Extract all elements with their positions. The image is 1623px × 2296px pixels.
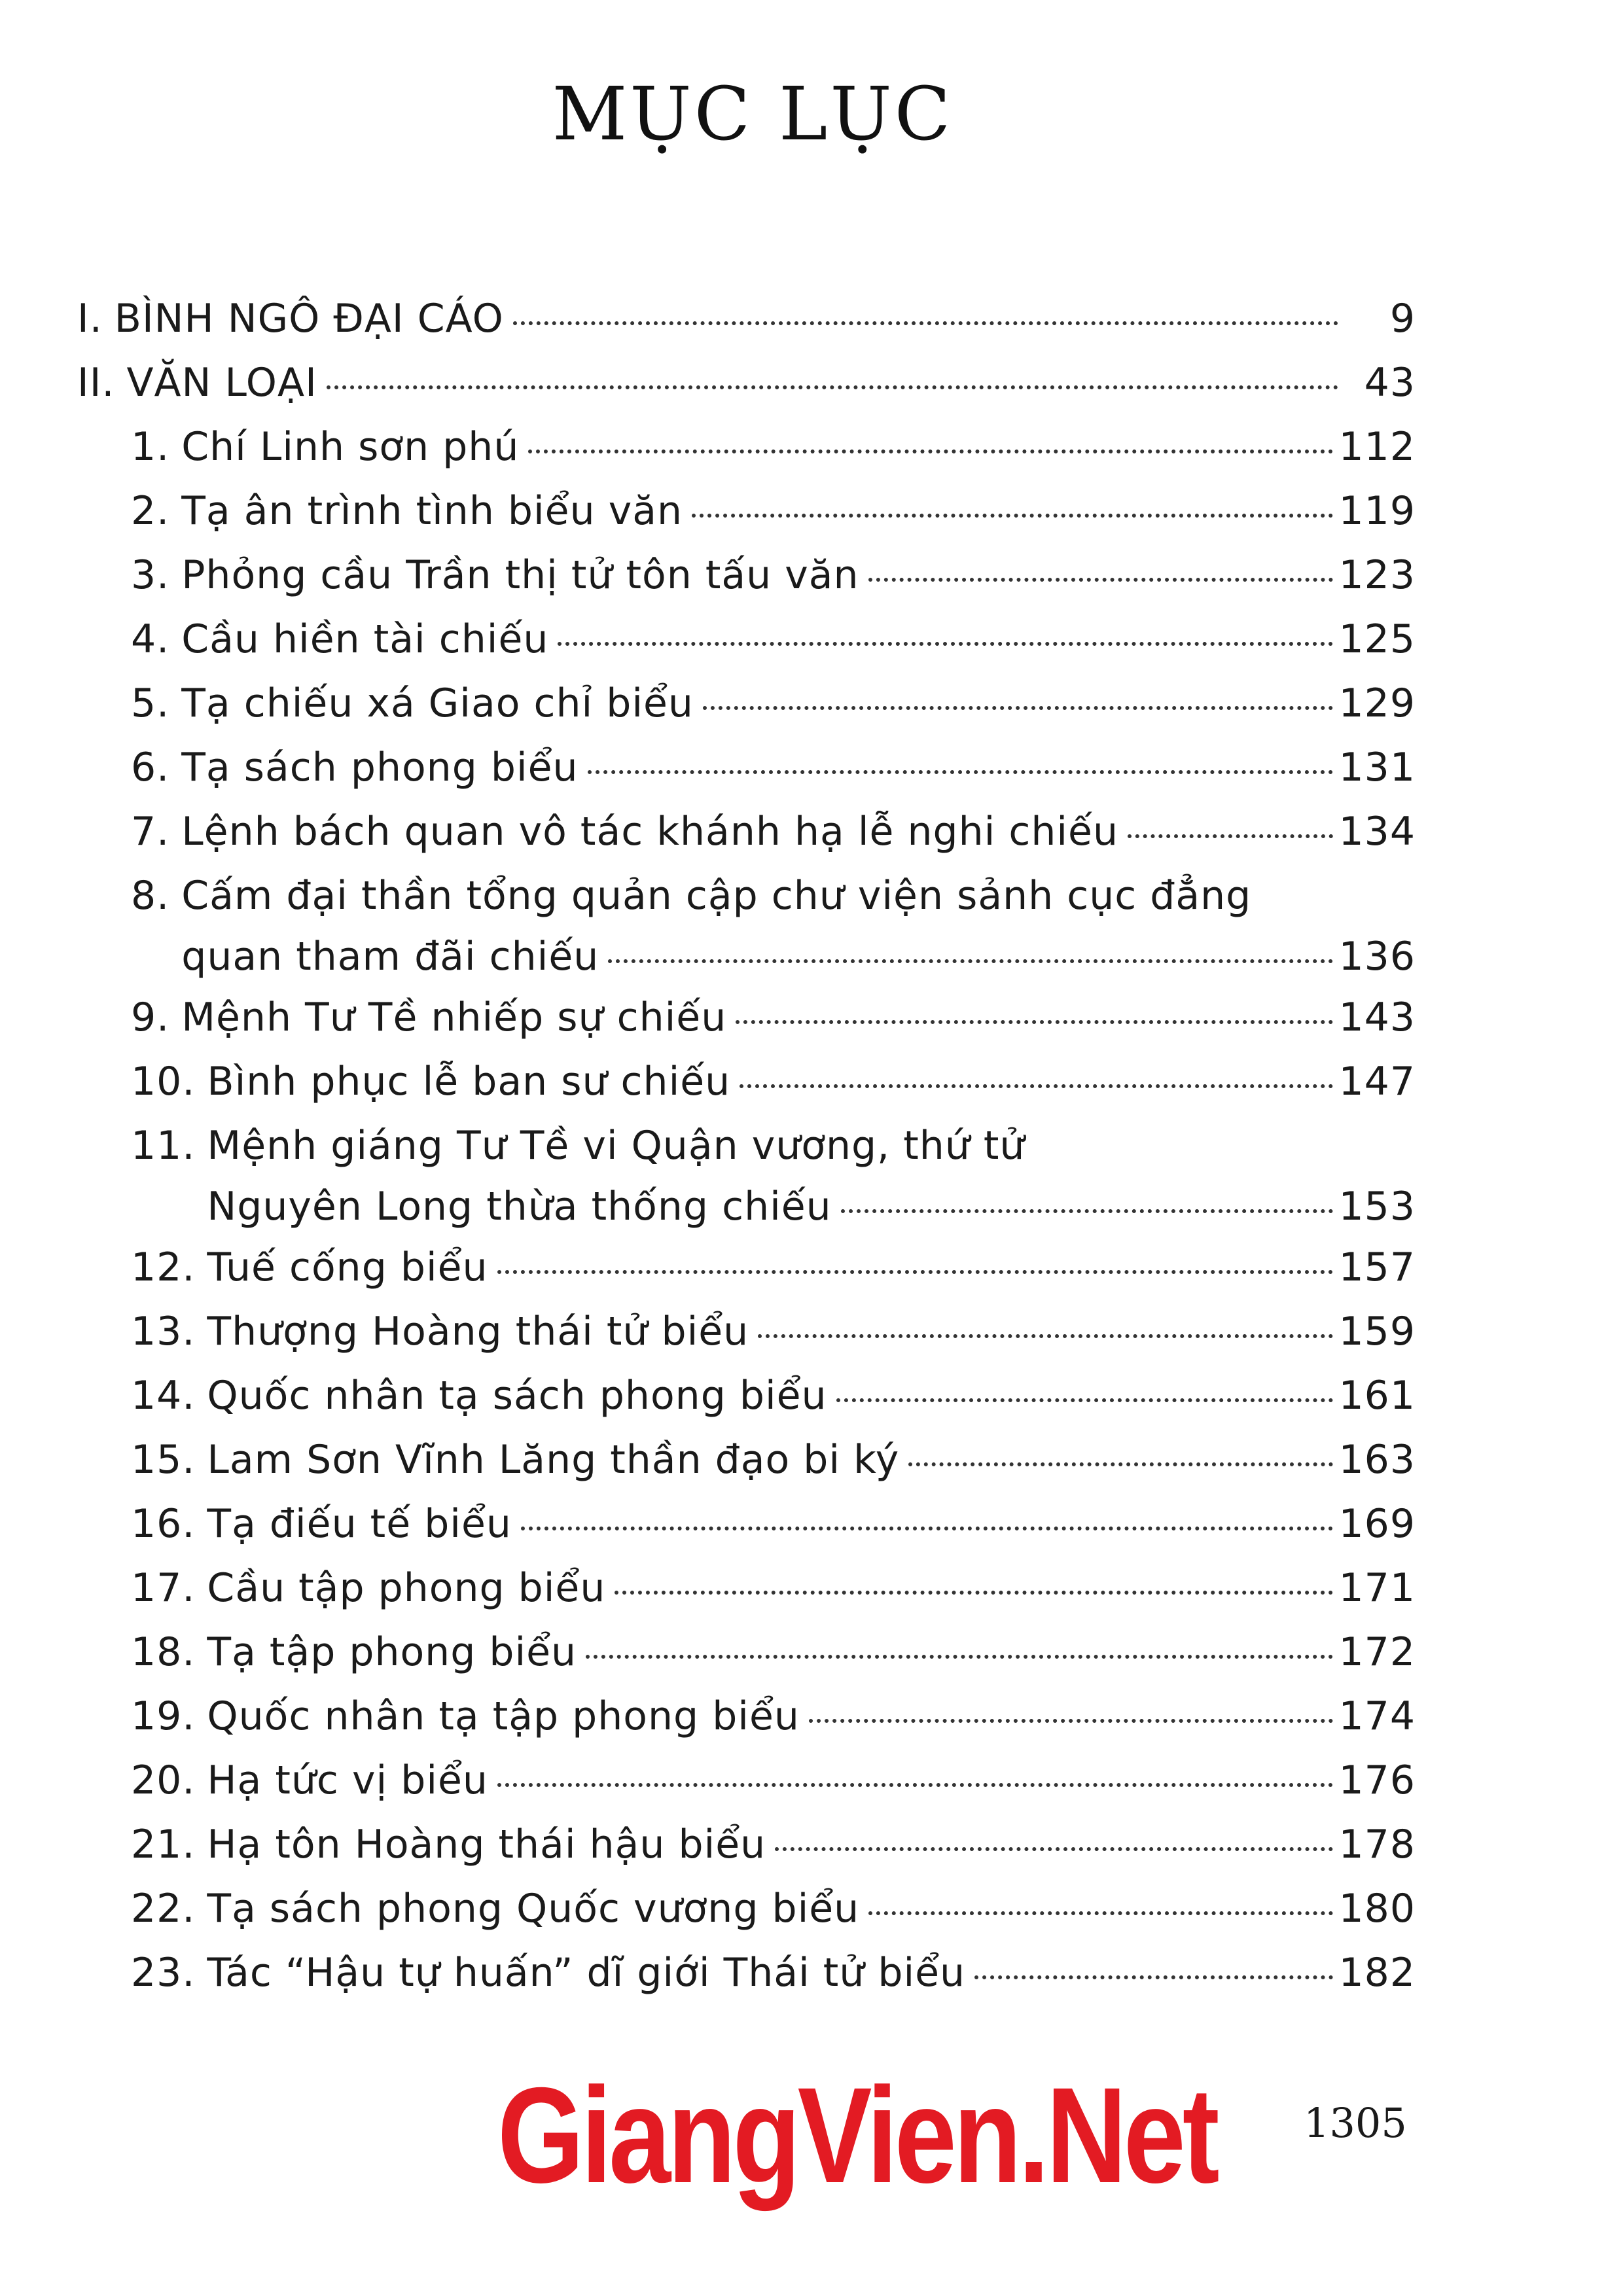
leader-dots [758, 1334, 1333, 1338]
toc-item-title: Lệnh bách quan vô tác khánh hạ lễ nghi chiếu [181, 809, 1118, 855]
toc-item-title: Thượng Hoàng thái tử biểu [207, 1309, 749, 1354]
toc-item-number: 21. [131, 1822, 196, 1867]
page-title: MỤC LỤC [552, 72, 954, 157]
toc-item-page: 119 [1338, 488, 1416, 534]
toc-item-title: Quốc nhân tạ tập phong biểu [207, 1693, 800, 1739]
watermark: GiangVien.Net [497, 2060, 1217, 2212]
toc-entry-number: II. [77, 360, 115, 406]
leader-dots [521, 1527, 1334, 1530]
leader-dots [841, 1209, 1334, 1213]
leader-dots [327, 385, 1338, 389]
toc-item[interactable] [0, 1556, 1416, 1620]
toc-entry-page: 43 [1364, 360, 1416, 406]
toc-item[interactable] [0, 1877, 1416, 1941]
toc-item-number: 17. [131, 1565, 196, 1611]
leader-dots [908, 1462, 1333, 1466]
toc-item-number: 15. [131, 1437, 196, 1483]
toc-entry-title: VĂN LOẠI [126, 360, 317, 406]
toc-item-number: 5. [131, 680, 170, 726]
toc-item-title: Cầu hiền tài chiếu [181, 616, 549, 662]
toc-item-page: 178 [1338, 1822, 1416, 1867]
toc-item[interactable] [0, 1748, 1416, 1812]
toc-item-page: 153 [1338, 1184, 1416, 1229]
toc-item-title: Tạ tập phong biểu [207, 1629, 577, 1675]
toc-item[interactable] [0, 985, 1416, 1050]
toc-item[interactable] [0, 543, 1416, 607]
toc-item[interactable] [0, 415, 1416, 479]
toc-item-page: 159 [1338, 1309, 1416, 1354]
toc-item-page: 163 [1338, 1437, 1416, 1483]
leader-dots [513, 321, 1338, 325]
leader-dots [615, 1591, 1333, 1595]
toc-item-number: 11. [131, 1123, 196, 1169]
toc-item-page: 157 [1338, 1245, 1416, 1290]
toc-item[interactable] [0, 1364, 1416, 1428]
table-of-contents [0, 287, 1623, 2005]
leader-dots [497, 1783, 1334, 1787]
toc-item-page: 172 [1338, 1629, 1416, 1675]
toc-item-number: 20. [131, 1757, 196, 1803]
toc-item-title: Mệnh Tư Tề nhiếp sự chiếu [181, 995, 727, 1040]
toc-item[interactable] [0, 671, 1416, 735]
leader-dots [809, 1719, 1334, 1723]
toc-item-number: 2. [131, 488, 170, 534]
toc-item-page: 123 [1338, 552, 1416, 598]
toc-item[interactable] [0, 800, 1416, 864]
toc-item[interactable] [0, 1492, 1416, 1556]
toc-item-number: 4. [131, 616, 170, 662]
toc-item[interactable] [0, 735, 1416, 800]
toc-item-title: Bình phục lễ ban sư chiếu [207, 1059, 731, 1104]
toc-item-page: 112 [1338, 424, 1416, 470]
leader-dots [608, 959, 1333, 963]
toc-item-number: 23. [131, 1950, 196, 1996]
toc-item-title: Quốc nhân tạ sách phong biểu [207, 1373, 827, 1419]
toc-item-page: 169 [1338, 1501, 1416, 1547]
toc-item-title-line1: Cấm đại thần tổng quản cập chư viện sảnh cục đẳng [181, 873, 1252, 919]
toc-entry-number: I. [77, 296, 103, 342]
toc-item-page: 171 [1338, 1565, 1416, 1611]
toc-item[interactable] [0, 1620, 1416, 1684]
leader-dots [497, 1270, 1334, 1274]
toc-item-number: 1. [131, 424, 170, 470]
toc-item-number: 13. [131, 1309, 196, 1354]
toc-item-number: 14. [131, 1373, 196, 1419]
toc-item-title: Hạ tức vị biểu [207, 1757, 488, 1803]
toc-item[interactable] [0, 1428, 1416, 1492]
toc-item-number: 7. [131, 809, 170, 855]
toc-item-page: 161 [1338, 1373, 1416, 1419]
toc-item[interactable] [0, 479, 1416, 543]
toc-entry-title: BÌNH NGÔ ĐẠI CÁO [114, 296, 504, 342]
toc-item-page: 143 [1338, 995, 1416, 1040]
toc-item-page: 182 [1338, 1950, 1416, 1996]
toc-item[interactable] [0, 1114, 1416, 1235]
leader-dots [868, 578, 1334, 582]
toc-item-title: Tác “Hậu tự huấn” dĩ giới Thái tử biểu [207, 1950, 966, 1996]
toc-item-title: Hạ tôn Hoàng thái hậu biểu [207, 1822, 766, 1867]
leader-dots [588, 770, 1334, 774]
toc-item-number: 18. [131, 1629, 196, 1675]
toc-item-number: 6. [131, 745, 170, 790]
toc-item-page: 180 [1338, 1886, 1416, 1932]
toc-item-number: 16. [131, 1501, 196, 1547]
toc-item-title: Tạ chiếu xá Giao chỉ biểu [181, 680, 694, 726]
toc-item-title-line2: quan tham đãi chiếu [181, 934, 599, 980]
leader-dots [736, 1020, 1333, 1024]
leader-dots [868, 1911, 1333, 1915]
leader-dots [703, 706, 1334, 710]
toc-item[interactable] [0, 1235, 1416, 1299]
toc-item-number: 22. [131, 1886, 196, 1932]
toc-item[interactable] [0, 1941, 1416, 2005]
leader-dots [775, 1847, 1333, 1851]
toc-item-title: Tuế cống biểu [207, 1245, 488, 1290]
toc-item[interactable] [0, 607, 1416, 671]
toc-item-title: Chí Linh sơn phú [181, 424, 520, 470]
toc-item-number: 19. [131, 1693, 196, 1739]
toc-item-title-line2: Nguyên Long thừa thống chiếu [207, 1184, 832, 1229]
toc-item-page: 131 [1338, 745, 1416, 790]
toc-item-number: 9. [131, 995, 170, 1040]
toc-item-title: Tạ điếu tế biểu [207, 1501, 512, 1547]
toc-item-page: 125 [1338, 616, 1416, 662]
toc-item-title: Phỏng cầu Trần thị tử tôn tấu văn [181, 552, 859, 598]
toc-item-title: Tạ ân trình tình biểu văn [181, 488, 683, 534]
toc-item-page: 134 [1338, 809, 1416, 855]
leader-dots [586, 1655, 1333, 1659]
toc-item-title: Cầu tập phong biểu [207, 1565, 606, 1611]
toc-item-page: 136 [1338, 934, 1416, 980]
toc-item-page: 129 [1338, 680, 1416, 726]
toc-item-number: 3. [131, 552, 170, 598]
toc-item-number: 10. [131, 1059, 196, 1104]
leader-dots [558, 642, 1333, 646]
toc-item-title: Tạ sách phong biểu [181, 745, 579, 790]
toc-item-number: 8. [131, 873, 170, 919]
toc-item-page: 176 [1338, 1757, 1416, 1803]
toc-item-page: 174 [1338, 1693, 1416, 1739]
toc-item[interactable] [0, 1299, 1416, 1364]
leader-dots [1128, 834, 1333, 838]
toc-item-title: Lam Sơn Vĩnh Lăng thần đạo bi ký [207, 1437, 900, 1483]
toc-item-number: 12. [131, 1245, 196, 1290]
toc-item[interactable] [0, 1050, 1416, 1114]
leader-dots [692, 514, 1333, 518]
toc-entry-page: 9 [1389, 296, 1416, 342]
toc-item[interactable] [0, 1812, 1416, 1877]
toc-item-title: Tạ sách phong Quốc vương biểu [207, 1886, 860, 1932]
page-number: 1305 [1304, 2099, 1407, 2147]
toc-item-title-line1: Mệnh giáng Tư Tề vi Quận vương, thứ tử [207, 1123, 1026, 1169]
leader-dots [528, 450, 1333, 453]
leader-dots [836, 1398, 1334, 1402]
leader-dots [974, 1975, 1333, 1979]
toc-item[interactable] [0, 864, 1416, 985]
toc-entry-van-loai[interactable] [0, 351, 1416, 415]
toc-item[interactable] [0, 1684, 1416, 1748]
leader-dots [740, 1084, 1333, 1088]
toc-entry-binh-ngo-dai-cao[interactable] [0, 287, 1416, 351]
toc-item-page: 147 [1338, 1059, 1416, 1104]
